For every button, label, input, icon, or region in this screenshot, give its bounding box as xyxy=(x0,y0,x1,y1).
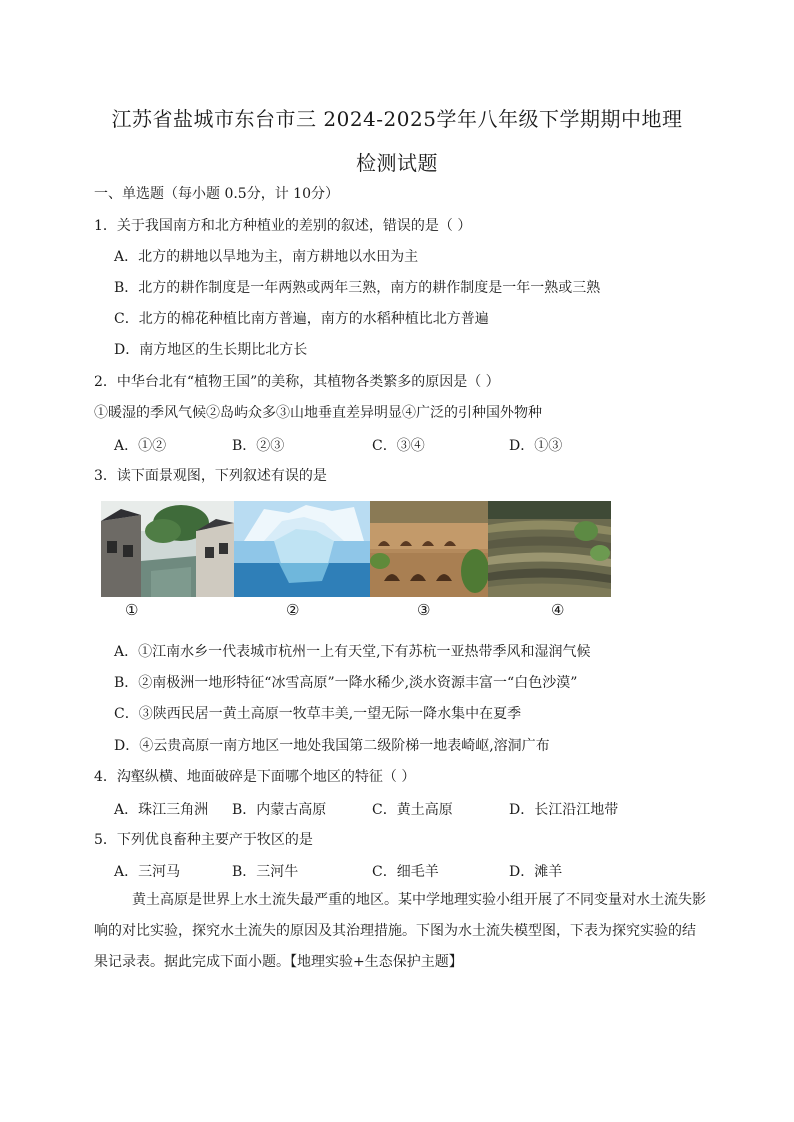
terrace-photo xyxy=(488,501,611,597)
photo-label-3: ③ xyxy=(417,601,431,619)
question-3-option-c: C．③陕西民居一黄土高原一牧草丰美,一望无际一降水集中在夏季 xyxy=(114,706,522,722)
photo-label-1: ① xyxy=(125,601,139,619)
cave-dwelling-photo xyxy=(370,501,488,597)
question-3-option-a: A．①江南水乡一代表城市杭州一上有天堂,下有苏杭一亚热带季风和湿润气候 xyxy=(114,644,591,660)
page-title: 江苏省盐城市东台市三 2024-2025学年八年级下学期期中地理 xyxy=(111,107,683,131)
question-1-option-d: D．南方地区的生长期比北方长 xyxy=(114,342,308,358)
question-5-stem: 5．下列优良畜种主要产于牧区的是 xyxy=(94,832,313,848)
iceberg-photo xyxy=(234,501,370,597)
question-5-option-b: B．三河牛 xyxy=(232,864,299,880)
question-4-option-c: C．黄土高原 xyxy=(372,802,453,818)
reading-passage: 黄土高原是世界上水土流失最严重的地区。某中学地理实验小组开展了不同变量对水土流失影响的对比实验，探究水土流失的原因及其治理措施。下图为水土流失模型图，下表为探究实验的结果记录表。据此完成下面小题。【地理实验+生态保护主题】 xyxy=(94,892,706,970)
photo-label-4: ④ xyxy=(551,601,565,619)
question-4-stem: 4．沟壑纵横、地面破碎是下面哪个地区的特征（ ） xyxy=(94,769,416,785)
question-4-option-b: B．内蒙古高原 xyxy=(232,802,327,818)
question-2-option-c: C．③④ xyxy=(372,438,425,454)
question-1-option-c: C．北方的棉花种植比南方普遍，南方的水稻种植比北方普遍 xyxy=(114,311,489,327)
question-5-option-c: C．细毛羊 xyxy=(372,864,439,880)
page-subtitle: 检测试题 xyxy=(356,151,438,175)
question-1-option-b: B．北方的耕作制度是一年两熟或两年三熟，南方的耕作制度是一年一熟或三熟 xyxy=(114,280,601,296)
question-2-option-d: D．①③ xyxy=(509,438,563,454)
question-4-option-d: D．长江沿江地带 xyxy=(509,802,619,818)
question-3-option-b: B．②南极洲一地形特征“冰雪高原”一降水稀少,淡水资源丰富一“白色沙漠” xyxy=(114,675,578,691)
question-1-stem: 1．关于我国南方和北方种植业的差别的叙述，错误的是（ ） xyxy=(94,218,472,234)
question-2-option-b: B．②③ xyxy=(232,438,285,454)
question-4-option-a: A．珠江三角洲 xyxy=(114,802,209,818)
landscape-photos xyxy=(101,501,611,597)
question-3-stem: 3．读下面景观图，下列叙述有误的是 xyxy=(94,468,327,484)
question-5-option-d: D．滩羊 xyxy=(509,864,563,880)
photo-label-2: ② xyxy=(286,601,300,619)
question-2-stem: 2．中华台北有“植物王国”的美称，其植物各类繁多的原因是（ ） xyxy=(94,374,500,390)
question-1-option-a: A．北方的耕地以旱地为主，南方耕地以水田为主 xyxy=(114,249,419,265)
question-3-option-d: D．④云贵高原一南方地区一地处我国第二级阶梯一地表崎岖,溶洞广布 xyxy=(114,738,550,754)
question-2-option-a: A．①② xyxy=(114,438,167,454)
water-town-photo xyxy=(101,501,234,597)
section-heading: 一、单选题（每小题 0.5分，计 10分） xyxy=(94,186,339,202)
question-5-option-a: A．三河马 xyxy=(114,864,181,880)
question-2-items: ①暖湿的季风气候②岛屿众多③山地垂直差异明显④广泛的引种国外物种 xyxy=(94,405,542,421)
